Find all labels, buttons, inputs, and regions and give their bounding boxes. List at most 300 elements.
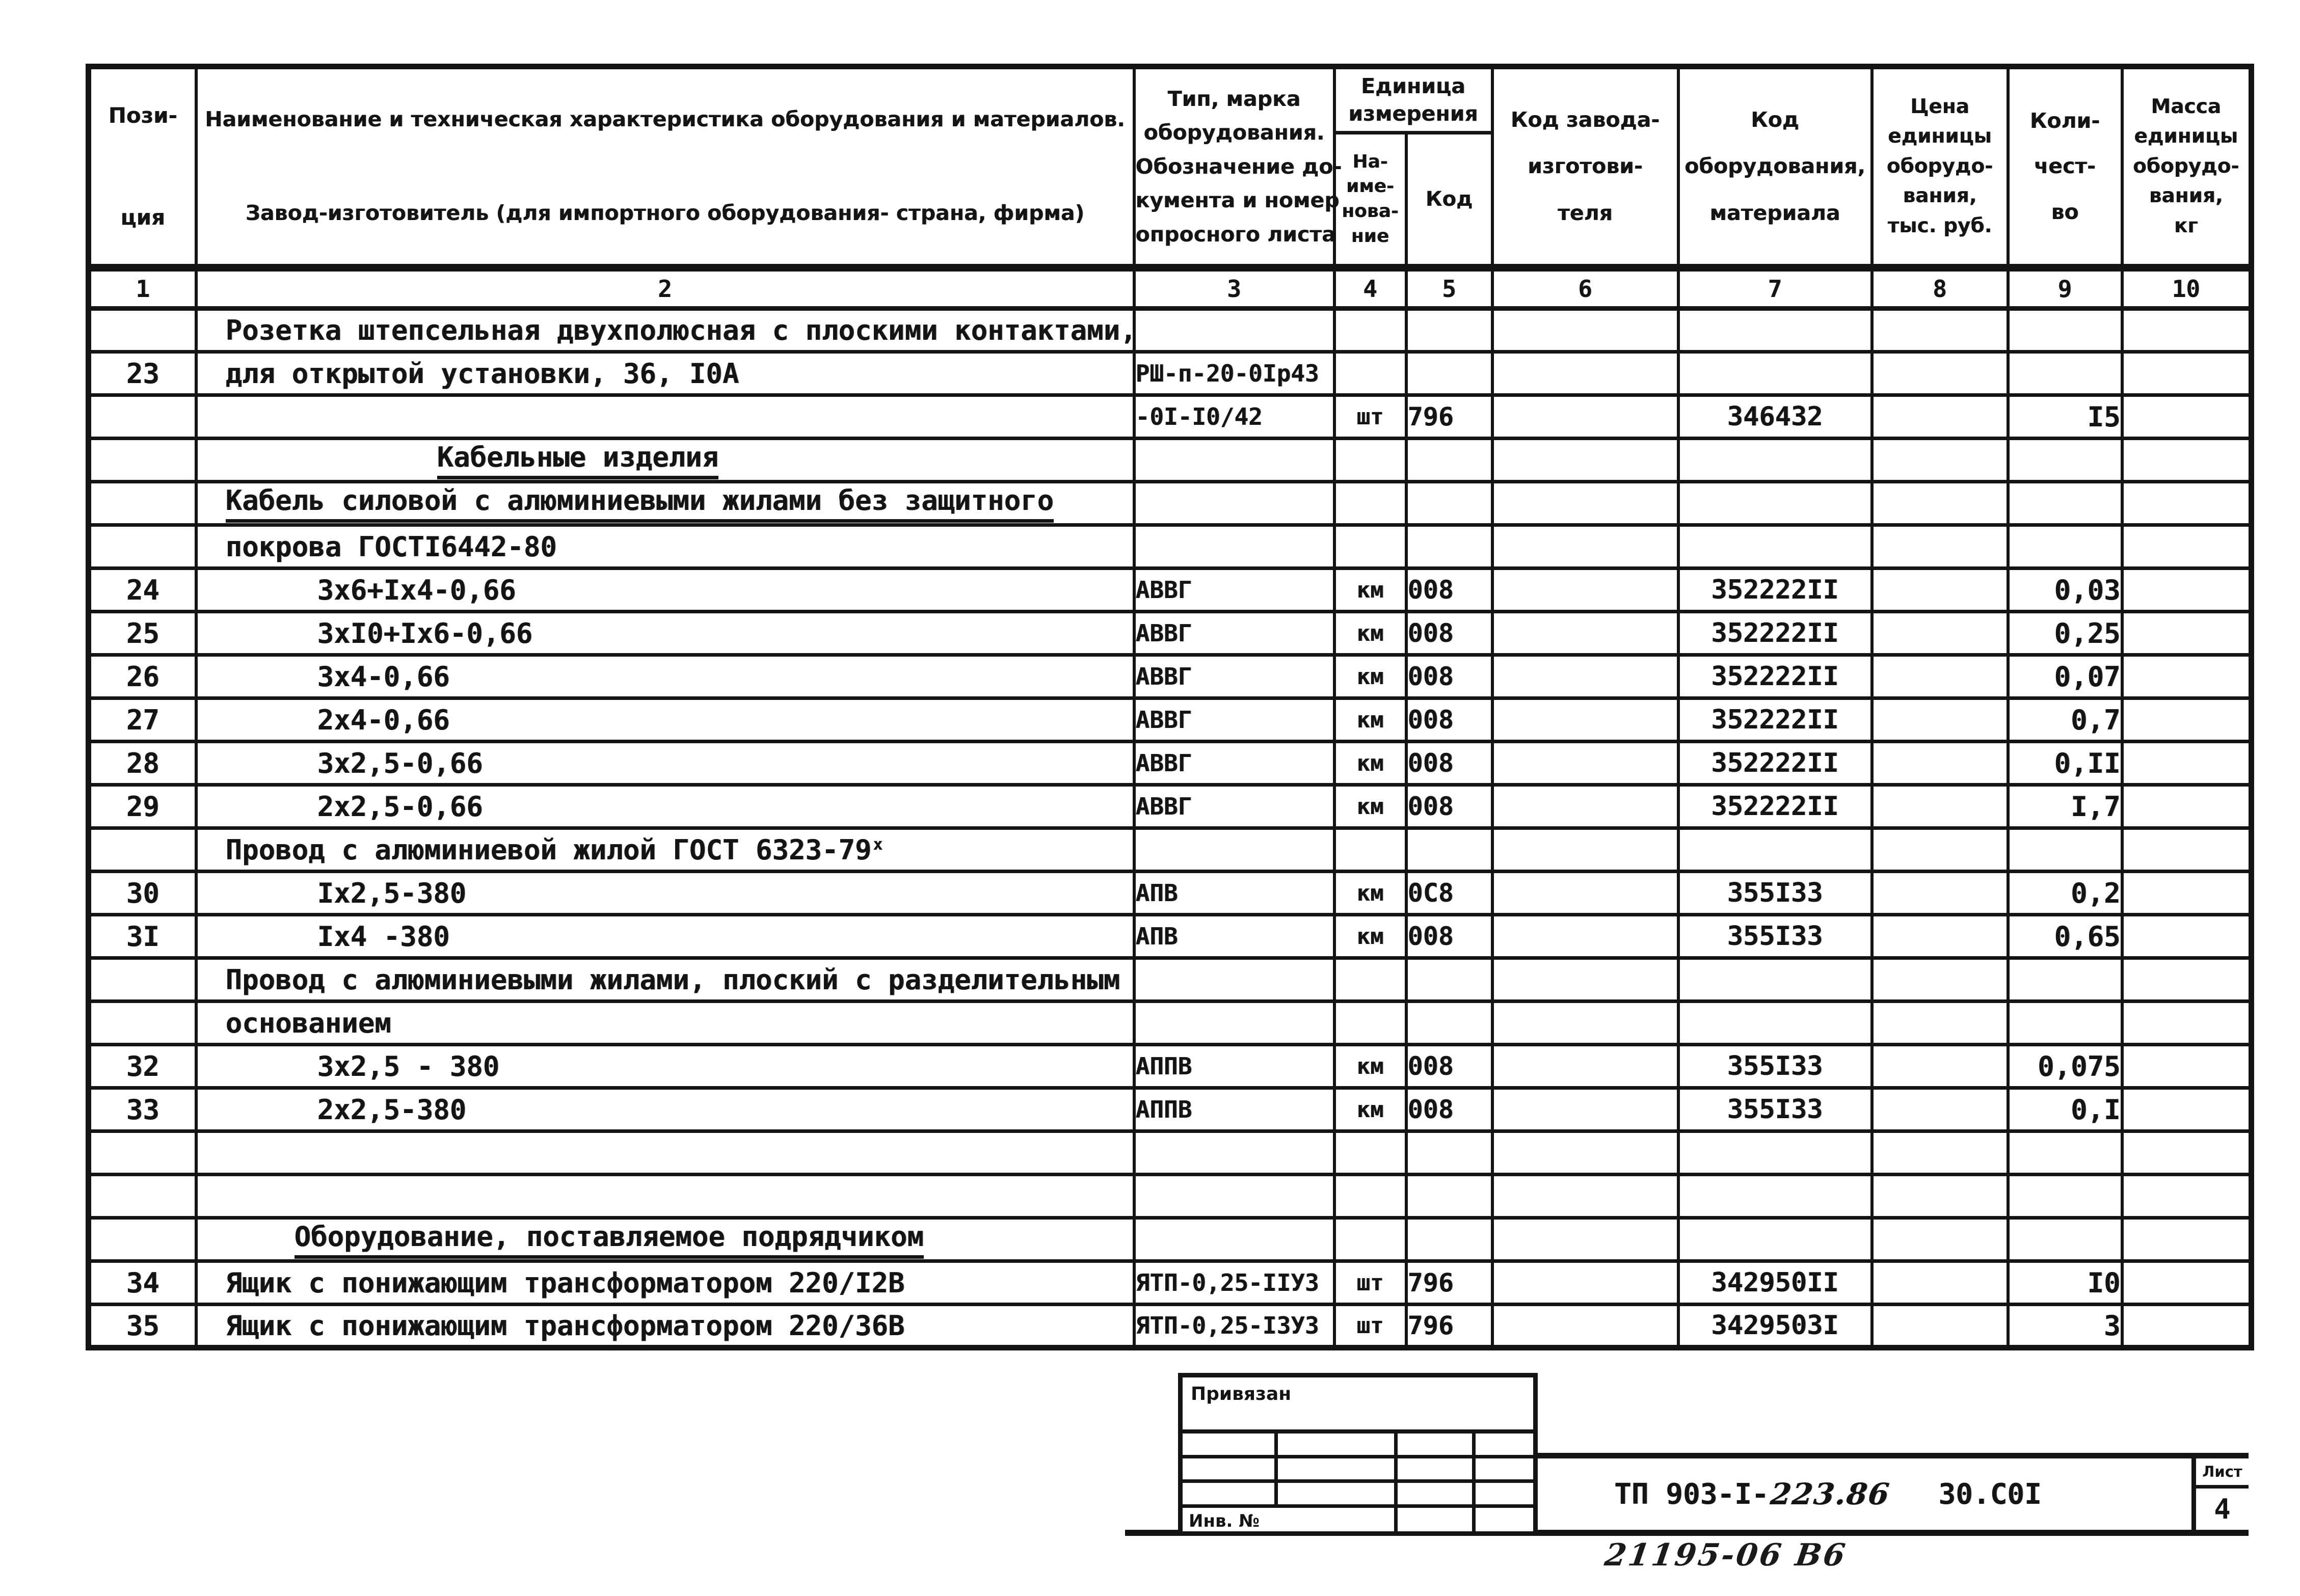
stamp-cell (1398, 1483, 1476, 1504)
sheet-number: 4 (2214, 1493, 2231, 1525)
cell-position: 3I (89, 915, 196, 958)
cell-name (196, 1002, 1134, 1045)
cell-unit-name: шт (1334, 395, 1406, 439)
cell-equipment-code (1678, 828, 1872, 872)
cell-equipment-code: 355I33 (1678, 1045, 1872, 1088)
item-text: 3хI0+Iх6-0,66 (317, 617, 533, 650)
table-row (89, 439, 2252, 482)
col-number: 5 (1406, 268, 1492, 309)
cell-unit-code: 008 (1406, 569, 1492, 612)
col-number: 9 (2008, 268, 2122, 309)
stamp-cell (1398, 1433, 1476, 1455)
item-text: Iх4 -380 (317, 920, 450, 953)
cell-unit-code: 008 (1406, 785, 1492, 828)
cell-type-brand (1134, 525, 1334, 569)
cell-type-brand: ЯТП-0,25-IIУЗ (1134, 1261, 1334, 1305)
table-row (89, 1088, 2252, 1131)
cell-mass (2122, 872, 2252, 915)
cell-unit-name: км (1334, 1088, 1406, 1131)
cell-type-brand: РШ-п-20-0Iр43 (1134, 352, 1334, 395)
cell-unit-name: км (1334, 569, 1406, 612)
cell-equipment-code (1678, 482, 1872, 525)
header-line: Наименование и техническая характеристика оборудования и материалов. (205, 107, 1125, 132)
cell-factory-code (1492, 1131, 1678, 1175)
cell-equipment-code (1678, 1175, 1872, 1218)
cell-position: 23 (89, 352, 196, 395)
table-row (89, 612, 2252, 655)
cell-unit-code (1406, 958, 1492, 1002)
cell-type-brand: АВВГ (1134, 785, 1334, 828)
cell-price (1872, 828, 2008, 872)
table-row (89, 1131, 2252, 1175)
doc-number-prefix: ТП 903-I- (1614, 1477, 1769, 1511)
cell-type-brand: АПВ (1134, 872, 1334, 915)
cell-name (196, 1261, 1134, 1305)
header-quantity (2008, 67, 2122, 268)
cell-name (196, 742, 1134, 785)
cell-price (1872, 1088, 2008, 1131)
cell-mass (2122, 1175, 2252, 1218)
cell-unit-name: км (1334, 742, 1406, 785)
cell-equipment-code: 355I33 (1678, 872, 1872, 915)
cell-type-brand (1134, 1218, 1334, 1261)
cell-name (196, 1305, 1134, 1348)
cell-mass (2122, 1218, 2252, 1261)
cell-name (196, 525, 1134, 569)
cell-quantity (2008, 1175, 2122, 1218)
table-row (89, 309, 2252, 352)
cell-position (89, 482, 196, 525)
header-line: ние (1351, 225, 1389, 247)
cell-position (89, 309, 196, 352)
cell-mass (2122, 482, 2252, 525)
header-line: единицы (1888, 125, 1992, 148)
cell-quantity (2008, 1002, 2122, 1045)
cell-position (89, 828, 196, 872)
item-text: Провод с алюминиевыми жилами, плоский с разделительным (225, 963, 1120, 996)
cell-mass (2122, 698, 2252, 742)
document-number (1614, 1458, 2042, 1530)
cell-equipment-code: 355I33 (1678, 1088, 1872, 1131)
cell-position (89, 1131, 196, 1175)
stamp-grid-row (1183, 1433, 1533, 1458)
cell-unit-name: км (1334, 785, 1406, 828)
cell-equipment-code (1678, 1002, 1872, 1045)
cell-unit-code (1406, 482, 1492, 525)
cell-equipment-code: 3429503I (1678, 1305, 1872, 1348)
cell-price (1872, 958, 2008, 1002)
header-unit-name (1334, 133, 1406, 268)
table-row (89, 525, 2252, 569)
cell-position (89, 439, 196, 482)
cell-price (1872, 1218, 2008, 1261)
header-line: Код завода- (1510, 107, 1660, 132)
cell-unit-name: км (1334, 698, 1406, 742)
header-line: оборудо- (2132, 154, 2239, 178)
cell-unit-code (1406, 828, 1492, 872)
item-text: Кабельные изделия (437, 441, 719, 479)
table-row (89, 828, 2252, 872)
cell-factory-code (1492, 1305, 1678, 1348)
cell-factory-code (1492, 395, 1678, 439)
cell-mass (2122, 525, 2252, 569)
cell-type-brand: АВВГ (1134, 742, 1334, 785)
header-line: Коли- (2029, 108, 2100, 133)
header-line: Код (1425, 187, 1473, 211)
cell-name (196, 612, 1134, 655)
cell-name (196, 1131, 1134, 1175)
cell-position (89, 958, 196, 1002)
cell-unit-name: шт (1334, 1305, 1406, 1348)
doc-number-suffix: 30.C0I (1938, 1477, 2042, 1511)
stamp-box (1178, 1373, 1538, 1536)
cell-mass (2122, 439, 2252, 482)
cell-factory-code (1492, 1045, 1678, 1088)
stamp-cell (1183, 1458, 1278, 1480)
cell-equipment-code: 346432 (1678, 395, 1872, 439)
cell-mass (2122, 612, 2252, 655)
cell-type-brand: АППВ (1134, 1088, 1334, 1131)
cell-quantity (2008, 958, 2122, 1002)
col-number: 10 (2122, 268, 2252, 309)
cell-position (89, 395, 196, 439)
cell-position: 28 (89, 742, 196, 785)
item-text: 3х2,5-0,66 (317, 747, 483, 779)
cell-equipment-code: 352222II (1678, 698, 1872, 742)
cell-unit-name: км (1334, 612, 1406, 655)
cell-factory-code (1492, 958, 1678, 1002)
cell-quantity: 3 (2008, 1305, 2122, 1348)
cell-position: 26 (89, 655, 196, 698)
cell-factory-code (1492, 482, 1678, 525)
cell-equipment-code: 352222II (1678, 655, 1872, 698)
cell-mass (2122, 1002, 2252, 1045)
cell-equipment-code (1678, 525, 1872, 569)
cell-name (196, 352, 1134, 395)
cell-price (1872, 1261, 2008, 1305)
table-row (89, 1045, 2252, 1088)
cell-name (196, 698, 1134, 742)
cell-unit-code (1406, 439, 1492, 482)
cell-price (1872, 915, 2008, 958)
cell-name (196, 482, 1134, 525)
cell-factory-code (1492, 742, 1678, 785)
cell-position: 32 (89, 1045, 196, 1088)
equipment-spec-table (86, 64, 2254, 1350)
cell-price (1872, 395, 2008, 439)
cell-type-brand: -0I-I0/42 (1134, 395, 1334, 439)
cell-mass (2122, 1045, 2252, 1088)
cell-equipment-code: 352222II (1678, 569, 1872, 612)
cell-position: 27 (89, 698, 196, 742)
stamp-cell (1278, 1458, 1398, 1480)
cell-mass (2122, 309, 2252, 352)
stamp-cell (1476, 1458, 1533, 1480)
cell-type-brand: АПВ (1134, 915, 1334, 958)
cell-type-brand (1134, 1002, 1334, 1045)
item-text: Ящик с понижающим трансформатором 220/I2В (225, 1266, 905, 1299)
stamp-grid-row (1183, 1483, 1533, 1508)
cell-factory-code (1492, 915, 1678, 958)
cell-type-brand: ЯТП-0,25-I3УЗ (1134, 1305, 1334, 1348)
header-name (196, 67, 1134, 268)
cell-name (196, 828, 1134, 872)
cell-quantity: 0,II (2008, 742, 2122, 785)
item-text: покрова ГОСТI6442-80 (225, 530, 557, 563)
header-line: име- (1346, 176, 1394, 197)
stamp-cell (1476, 1433, 1533, 1455)
cell-price (1872, 742, 2008, 785)
col-number: 3 (1134, 268, 1334, 309)
cell-quantity: 0,25 (2008, 612, 2122, 655)
table-header (89, 67, 2252, 309)
cell-factory-code (1492, 1218, 1678, 1261)
item-text: Кабель силовой с алюминиевыми жилами без защитного (226, 484, 1054, 523)
cell-unit-name: км (1334, 872, 1406, 915)
cell-unit-code (1406, 525, 1492, 569)
cell-factory-code (1492, 655, 1678, 698)
cell-price (1872, 1045, 2008, 1088)
cell-quantity (2008, 1218, 2122, 1261)
cell-mass (2122, 352, 2252, 395)
cell-quantity: 0,03 (2008, 569, 2122, 612)
header-line: вания, (1903, 184, 1977, 208)
stamp-cell (1398, 1508, 1476, 1531)
header-line: Пози- (108, 102, 177, 128)
cell-unit-name: шт (1334, 1261, 1406, 1305)
col-number: 1 (89, 268, 196, 309)
cell-name (196, 1218, 1134, 1261)
item-text: Провод с алюминиевой жилой ГОСТ $6323-79^х$ (225, 833, 883, 866)
cell-type-brand: АВВГ (1134, 569, 1334, 612)
header-line: оборудования. (1143, 120, 1325, 145)
doc-number-handwritten: 223.86 (1769, 1477, 1892, 1511)
cell-type-brand (1134, 1131, 1334, 1175)
cell-type-brand: АППВ (1134, 1045, 1334, 1088)
header-position (89, 67, 196, 268)
stamp-inv-row (1183, 1508, 1533, 1531)
header-line: единицы (2134, 125, 2238, 148)
cell-price (1872, 309, 2008, 352)
item-text: основанием (225, 1007, 391, 1039)
cell-unit-code: 796 (1406, 1305, 1492, 1348)
col-number: 2 (196, 268, 1134, 309)
bottom-rule-segment (1125, 1530, 1182, 1536)
cell-unit-name: км (1334, 1045, 1406, 1088)
item-text: для открытой установки, 36, I0А (225, 357, 739, 390)
cell-position (89, 1218, 196, 1261)
cell-mass (2122, 958, 2252, 1002)
cell-quantity: 0,7 (2008, 698, 2122, 742)
cell-unit-name: км (1334, 915, 1406, 958)
cell-quantity: 0,I (2008, 1088, 2122, 1131)
cell-quantity: 0,65 (2008, 915, 2122, 958)
table-row (89, 352, 2252, 395)
cell-unit-name (1334, 1218, 1406, 1261)
header-line: нова- (1342, 201, 1399, 222)
cell-name (196, 439, 1134, 482)
item-text: 3х6+Iх4-0,66 (317, 574, 516, 606)
cell-factory-code (1492, 352, 1678, 395)
cell-factory-code (1492, 1088, 1678, 1131)
table-row (89, 915, 2252, 958)
header-type-brand (1134, 67, 1342, 268)
cell-unit-code: 796 (1406, 1261, 1492, 1305)
table-row (89, 655, 2252, 698)
cell-mass (2122, 395, 2252, 439)
cell-unit-name (1334, 525, 1406, 569)
sheet-number-box (2191, 1458, 2249, 1530)
cell-name (196, 569, 1134, 612)
cell-mass (2122, 1088, 2252, 1131)
cell-name (196, 785, 1134, 828)
item-text: Ящик с понижающим трансформатором 220/36В (225, 1309, 905, 1342)
item-text: 2х2,5-380 (317, 1093, 467, 1126)
cell-quantity: I,7 (2008, 785, 2122, 828)
cell-mass (2122, 915, 2252, 958)
stamp-cell (1278, 1483, 1398, 1504)
cell-factory-code (1492, 785, 1678, 828)
footnote-mark: х (873, 835, 883, 854)
cell-position: 33 (89, 1088, 196, 1131)
cell-quantity: 0,075 (2008, 1045, 2122, 1088)
table-row (89, 785, 2252, 828)
cell-price (1872, 525, 2008, 569)
cell-unit-code (1406, 309, 1492, 352)
cell-factory-code (1492, 872, 1678, 915)
cell-equipment-code (1678, 352, 1872, 395)
header-line: Код (1751, 107, 1799, 132)
cell-unit-code: 0С8 (1406, 872, 1492, 915)
item-text: Розетка штепсельная двухполюсная с плоскими контактами, (225, 314, 1137, 346)
cell-position: 29 (89, 785, 196, 828)
cell-unit-code (1406, 1175, 1492, 1218)
cell-unit-code: 008 (1406, 742, 1492, 785)
header-line: опросного листа (1135, 222, 1336, 247)
cell-price (1872, 439, 2008, 482)
table-row (89, 482, 2252, 525)
item-text: 3х2,5 - 380 (317, 1050, 500, 1083)
cell-unit-name (1334, 828, 1406, 872)
cell-name (196, 915, 1134, 958)
cell-position: 30 (89, 872, 196, 915)
cell-position (89, 1175, 196, 1218)
cell-unit-code: 008 (1406, 698, 1492, 742)
cell-position (89, 525, 196, 569)
header-line: Масса (2151, 95, 2222, 118)
cell-type-brand (1134, 439, 1334, 482)
table-row (89, 1175, 2252, 1218)
stamp-title: Привязан (1183, 1377, 1533, 1433)
cell-quantity (2008, 309, 2122, 352)
cell-equipment-code: 355I33 (1678, 915, 1872, 958)
cell-name (196, 395, 1134, 439)
cell-price (1872, 872, 2008, 915)
cell-position: 24 (89, 569, 196, 612)
cell-unit-code: 008 (1406, 655, 1492, 698)
cell-equipment-code (1678, 1218, 1872, 1261)
stamp-cell (1476, 1508, 1533, 1531)
cell-factory-code (1492, 612, 1678, 655)
cell-price (1872, 698, 2008, 742)
cell-equipment-code (1678, 1131, 1872, 1175)
column-number-row (89, 268, 2252, 309)
header-line: тыс. руб. (1887, 214, 1992, 237)
col-number: 7 (1678, 268, 1872, 309)
table-row (89, 1305, 2252, 1348)
header-line: теля (1558, 200, 1613, 225)
header-line: чест- (2034, 154, 2096, 179)
cell-factory-code (1492, 1261, 1678, 1305)
item-text: Оборудование, поставляемое подрядчиком (295, 1221, 924, 1259)
cell-mass (2122, 828, 2252, 872)
cell-unit-code: 796 (1406, 395, 1492, 439)
cell-unit-name (1334, 482, 1406, 525)
cell-equipment-code: 352222II (1678, 612, 1872, 655)
item-text: 3х4-0,66 (317, 660, 450, 693)
item-text: 2х2,5-0,66 (317, 790, 483, 823)
header-line: ция (120, 205, 166, 230)
header-line: во (2051, 199, 2079, 224)
header-line: вания, (2149, 184, 2223, 208)
cell-factory-code (1492, 309, 1678, 352)
header-line: Завод-изготовитель (для импортного оборудования- страна, фирма) (245, 201, 1085, 225)
cell-quantity (2008, 828, 2122, 872)
cell-price (1872, 1305, 2008, 1348)
cell-mass (2122, 1261, 2252, 1305)
cell-equipment-code (1678, 439, 1872, 482)
header-line: оборудо- (1886, 154, 1993, 178)
table-row (89, 395, 2252, 439)
table-row (89, 1218, 2252, 1261)
cell-factory-code (1492, 439, 1678, 482)
cell-unit-name (1334, 1131, 1406, 1175)
header-line: Единица (1361, 74, 1465, 99)
cell-factory-code (1492, 569, 1678, 612)
cell-unit-name (1334, 1002, 1406, 1045)
cell-mass (2122, 1131, 2252, 1175)
cell-type-brand: АВВГ (1134, 612, 1334, 655)
header-unit-code (1406, 133, 1492, 268)
header-unit-mass (2122, 67, 2252, 268)
cell-type-brand (1134, 828, 1334, 872)
cell-price (1872, 612, 2008, 655)
header-factory-code (1492, 67, 1678, 268)
table-row (89, 742, 2252, 785)
cell-quantity: I0 (2008, 1261, 2122, 1305)
cell-type-brand: АВВГ (1134, 698, 1334, 742)
stamp-grid-row (1183, 1458, 1533, 1483)
cell-unit-name: км (1334, 655, 1406, 698)
cell-price (1872, 482, 2008, 525)
cell-factory-code (1492, 1175, 1678, 1218)
cell-quantity: 0,07 (2008, 655, 2122, 698)
cell-price (1872, 1175, 2008, 1218)
cell-type-brand (1134, 309, 1334, 352)
cell-name (196, 655, 1134, 698)
cell-position (89, 1002, 196, 1045)
header-equipment-code (1678, 67, 1872, 268)
cell-name (196, 1045, 1134, 1088)
cell-unit-code (1406, 352, 1492, 395)
stamp-cell (1183, 1483, 1278, 1504)
cell-unit-name (1334, 439, 1406, 482)
cell-name (196, 309, 1137, 352)
header-line: изготови- (1528, 154, 1643, 179)
header-line: материала (1709, 200, 1840, 225)
header-line: Обозначение до- (1135, 154, 1342, 179)
table-row (89, 698, 2252, 742)
